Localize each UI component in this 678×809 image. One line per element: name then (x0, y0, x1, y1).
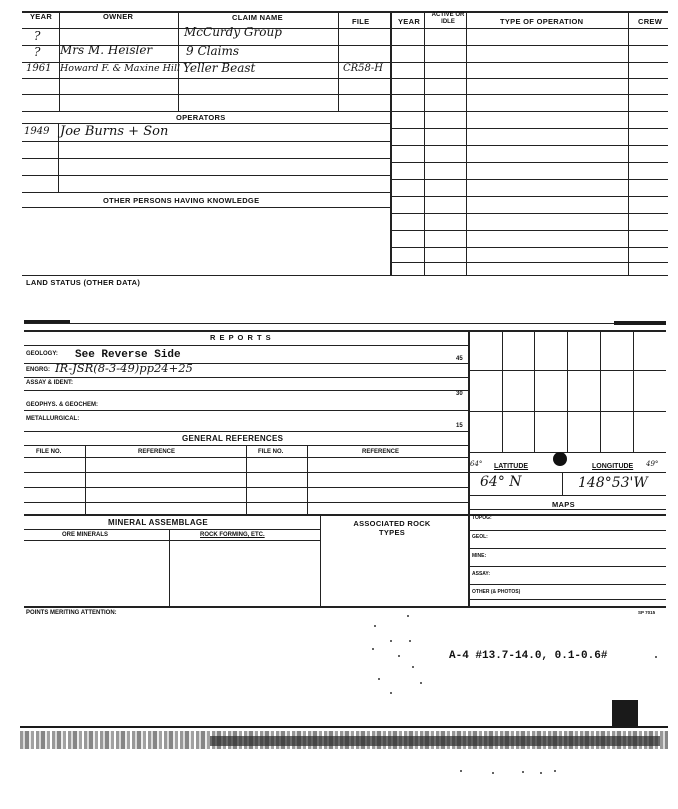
owner-row-1-year: ? (34, 29, 41, 43)
report-geology-value: See Reverse Side (75, 349, 181, 361)
report-engrg-label: ENGRG: (26, 367, 50, 373)
form-number: SP 7015 (638, 610, 656, 615)
report-scale-15: 15 (456, 423, 463, 429)
report-metallurgical-label: METALLURGICAL: (26, 416, 80, 422)
owner-row-2-year: ? (34, 45, 41, 59)
rock-forming-header: ROCK FORMING, ETC. (200, 532, 265, 538)
operator-row-1-year: 1949 (24, 126, 50, 137)
mineral-assemblage-title: MINERAL ASSEMBLAGE (108, 518, 209, 527)
owner-row-3-year: 1961 (26, 63, 52, 74)
owner-row-3-file: CR58-H (343, 63, 384, 74)
knowledge-title: OTHER PERSONS HAVING KNOWLEDGE (103, 196, 260, 205)
longitude-hint: 49° (646, 460, 659, 468)
header-owner: OWNER (103, 12, 134, 21)
latitude-label: LATITUDE (494, 463, 529, 470)
maps-mine-label: MINE: (472, 553, 487, 559)
owner-row-2-claim: 9 Claims (186, 44, 239, 58)
header-file: FILE (352, 17, 370, 26)
report-scale-45: 45 (456, 356, 463, 362)
genref-header-reference-2: REFERENCE (362, 449, 400, 455)
header-active-or-idle: ACTIVE OR IDLE (431, 12, 465, 25)
owner-row-1-claim: McCurdy Group (184, 25, 282, 39)
report-assay-label: ASSAY & IDENT: (26, 380, 74, 386)
report-engrg-value: IR-JSR(8-3-49)pp24+25 (55, 361, 193, 375)
general-references-title: GENERAL REFERENCES (182, 434, 284, 443)
header-crew: CREW (638, 17, 663, 26)
header-claim-name: CLAIM NAME (232, 13, 283, 22)
maps-title: MAPS (552, 500, 575, 509)
longitude-label: LONGITUDE (592, 463, 634, 470)
sample-note: A-4 #13.7-14.0, 0.1-0.6# (449, 650, 608, 662)
latitude-value: 64° N (480, 474, 522, 490)
longitude-value: 148°53'W (578, 475, 648, 491)
associated-rock-types-header: ASSOCIATED ROCK TYPES (353, 519, 431, 537)
report-scale-30: 30 (456, 391, 463, 397)
reports-title: R E P O R T S (210, 333, 272, 342)
report-geophys-label: GEOPHYS. & GEOCHEM: (26, 402, 99, 408)
maps-geol-label: GEOL: (472, 534, 488, 540)
genref-header-file-1: FILE NO. (36, 449, 62, 455)
latitude-hint: 64° (470, 460, 483, 468)
maps-assay-label: ASSAY: (472, 571, 491, 577)
points-meriting-attention-label: POINTS MERITING ATTENTION: (26, 610, 117, 616)
header-year-2: YEAR (398, 17, 421, 26)
header-type-of-operation: TYPE OF OPERATION (500, 17, 584, 26)
operators-title: OPERATORS (176, 113, 226, 122)
genref-header-reference-1: REFERENCE (138, 449, 176, 455)
genref-header-file-2: FILE NO. (258, 449, 284, 455)
maps-topog-label: TOPOG: (472, 515, 492, 521)
land-status-label: LAND STATUS (OTHER DATA) (26, 278, 141, 287)
operator-row-1-name: Joe Burns + Son (60, 124, 169, 139)
report-geology-label: GEOLOGY: (26, 351, 58, 357)
ore-minerals-header: ORE MINERALS (62, 532, 109, 538)
owner-row-3-claim: Yeller Beast (183, 61, 256, 75)
registration-mark-icon (553, 452, 567, 466)
header-year: YEAR (30, 12, 53, 21)
maps-other-label: OTHER (& PHOTOS) (472, 589, 521, 595)
owner-row-3-owner: Howard F. & Maxine Hill (60, 63, 181, 74)
owner-row-2-owner: Mrs M. Heisler (60, 43, 153, 57)
